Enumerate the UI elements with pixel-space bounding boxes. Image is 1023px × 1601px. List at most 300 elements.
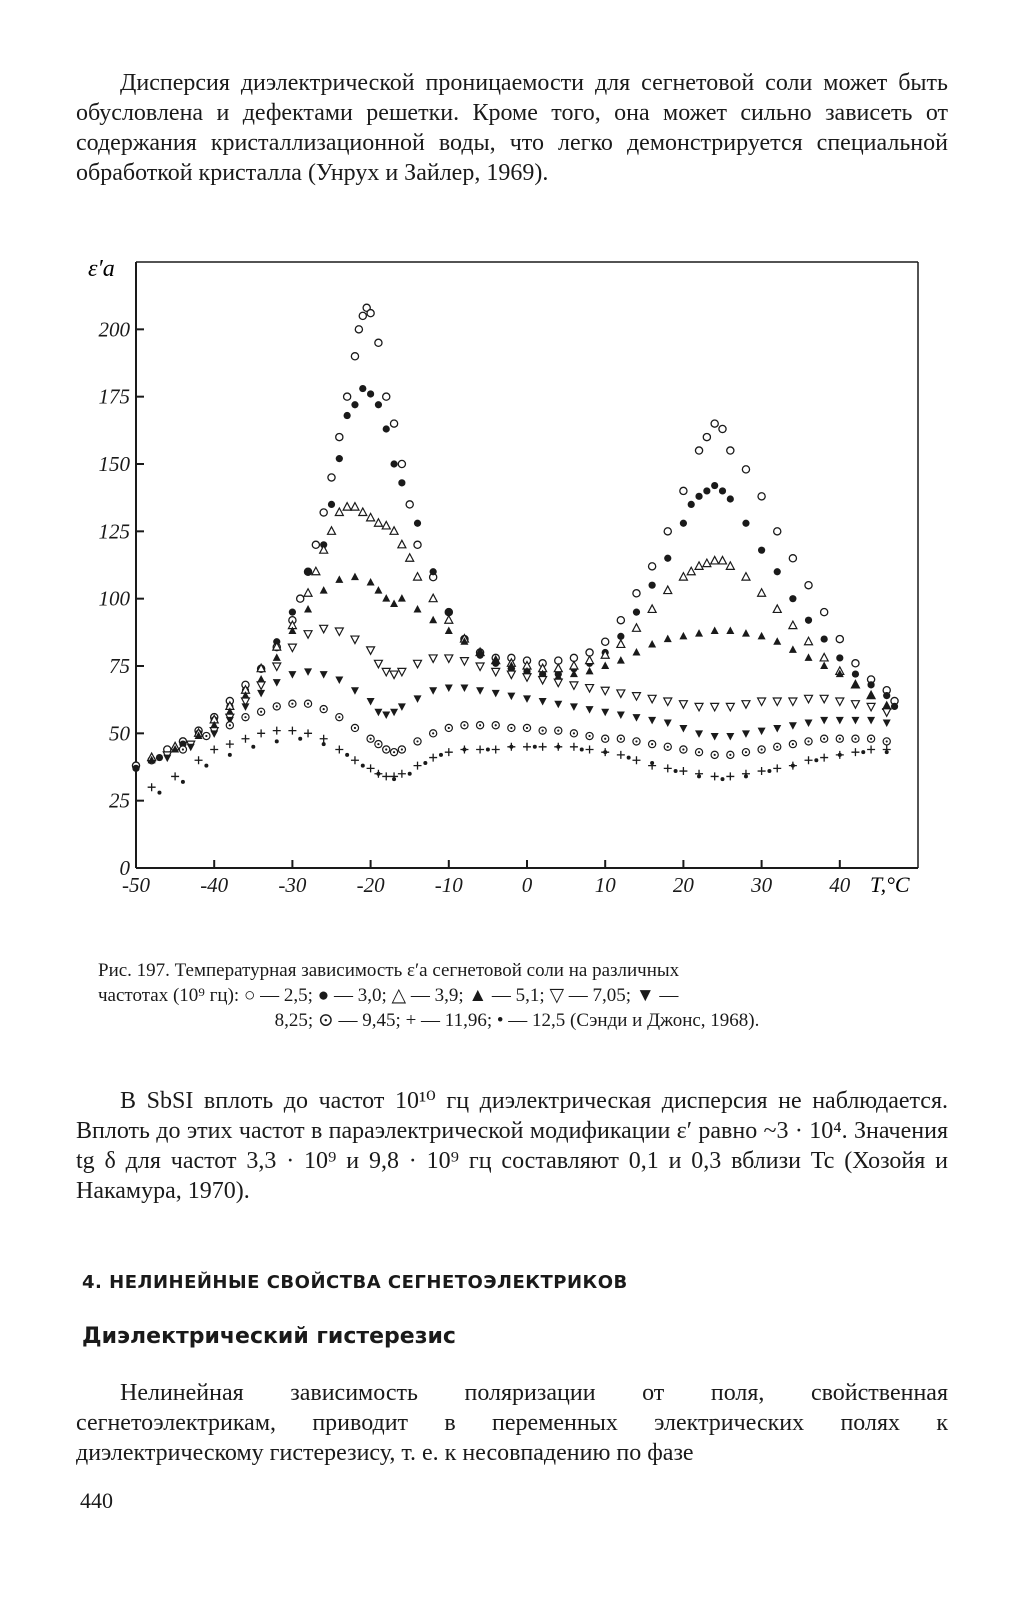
data-point xyxy=(430,568,437,575)
data-point xyxy=(726,733,734,741)
data-point xyxy=(617,640,625,648)
data-point xyxy=(228,753,232,757)
data-point xyxy=(383,393,390,400)
data-point xyxy=(852,670,859,677)
data-point xyxy=(492,690,500,698)
data-point xyxy=(382,594,390,602)
data-point xyxy=(570,743,578,751)
data-point xyxy=(335,508,343,515)
data-point xyxy=(492,745,500,753)
data-point xyxy=(414,660,422,668)
data-point xyxy=(312,541,319,548)
data-point xyxy=(257,682,265,690)
data-point-center xyxy=(557,730,559,732)
data-point xyxy=(336,433,343,440)
data-point-center xyxy=(370,738,372,740)
data-point xyxy=(320,586,328,594)
data-point xyxy=(883,720,891,728)
data-point xyxy=(679,725,687,733)
data-point xyxy=(335,745,343,753)
data-point xyxy=(633,609,640,616)
data-point xyxy=(791,764,795,768)
data-point xyxy=(390,709,398,717)
data-point-center xyxy=(291,703,293,705)
data-point xyxy=(648,695,656,703)
data-point xyxy=(695,447,702,454)
data-point xyxy=(210,745,218,753)
data-point xyxy=(414,541,421,548)
data-point xyxy=(836,698,844,706)
data-point xyxy=(439,753,443,757)
data-point xyxy=(304,568,311,575)
data-point xyxy=(695,629,703,637)
series-open-triangle-down xyxy=(163,625,890,759)
data-point xyxy=(867,745,875,753)
data-point xyxy=(554,701,562,709)
data-point xyxy=(679,632,687,640)
data-point xyxy=(523,743,531,751)
data-point xyxy=(351,401,358,408)
data-point xyxy=(275,739,279,743)
data-point-center xyxy=(714,754,716,756)
data-point xyxy=(288,644,296,652)
data-point xyxy=(679,573,687,581)
data-point xyxy=(633,590,640,597)
data-point xyxy=(679,767,687,775)
data-point xyxy=(867,717,875,725)
data-point xyxy=(711,482,718,489)
data-point xyxy=(390,671,398,679)
x-tick-label: -50 xyxy=(122,873,150,897)
data-point xyxy=(742,629,750,637)
data-point xyxy=(382,772,390,780)
data-point xyxy=(226,740,234,748)
data-point-center xyxy=(823,738,825,740)
hysteresis-paragraph: Нелинейная зависимость поляризации от поля, свойственная сегнетоэлектрикам, приводит в переменных электрических полях к диэлектрическому гистерезису, т. е. к несовпадению по фазе xyxy=(76,1380,948,1466)
data-point xyxy=(539,743,547,751)
data-point xyxy=(507,671,515,679)
data-point xyxy=(632,714,640,722)
data-point xyxy=(351,687,359,695)
data-point xyxy=(328,501,335,508)
data-point xyxy=(650,761,654,765)
data-point xyxy=(343,503,351,511)
data-point xyxy=(241,735,249,743)
data-point-center xyxy=(377,743,379,745)
data-point xyxy=(304,589,312,597)
data-point xyxy=(805,637,813,645)
data-point xyxy=(374,519,382,527)
data-point xyxy=(632,624,640,632)
data-point xyxy=(335,575,343,583)
data-point-center xyxy=(448,727,450,729)
data-point xyxy=(805,617,812,624)
data-point xyxy=(390,420,397,427)
data-point-center xyxy=(385,748,387,750)
data-point xyxy=(742,466,749,473)
data-point xyxy=(414,695,422,703)
data-point xyxy=(539,698,547,706)
x-tick-label: -10 xyxy=(434,873,463,897)
data-point xyxy=(695,562,703,570)
caption-line-1: Рис. 197. Температурная зависимость ε′a сегнетовой соли на различных xyxy=(98,960,680,981)
data-point xyxy=(711,733,719,741)
data-point xyxy=(586,667,594,675)
data-point xyxy=(617,751,625,759)
data-point-center xyxy=(526,727,528,729)
data-point xyxy=(429,655,437,663)
data-point xyxy=(774,528,781,535)
data-point xyxy=(289,609,296,616)
data-point xyxy=(703,487,710,494)
data-point xyxy=(344,412,351,419)
data-point-center xyxy=(745,751,747,753)
data-point xyxy=(374,660,382,668)
caption-line-3: 8,25; ⊙ — 9,45; + — 11,96; • — 12,5 (Сэнди и Джонс, 1968). xyxy=(274,1010,760,1031)
data-point xyxy=(533,745,537,749)
data-point-center xyxy=(307,703,309,705)
data-point xyxy=(570,662,578,670)
data-point xyxy=(632,756,640,764)
data-point xyxy=(355,326,362,333)
y-tick-label: 25 xyxy=(109,788,130,813)
data-point xyxy=(744,774,748,778)
y-tick-label: 150 xyxy=(98,452,130,476)
data-point xyxy=(580,747,584,751)
data-point xyxy=(664,635,672,643)
data-point xyxy=(688,501,695,508)
data-point xyxy=(711,556,719,564)
data-point xyxy=(774,568,781,575)
figure-caption xyxy=(98,958,936,1033)
data-point xyxy=(617,690,625,698)
x-tick-label: 10 xyxy=(594,873,616,897)
data-point-center xyxy=(886,740,888,742)
data-point xyxy=(838,753,842,757)
data-point xyxy=(758,698,766,706)
data-point-center xyxy=(229,724,231,726)
data-point xyxy=(711,703,719,711)
data-point xyxy=(664,555,671,562)
data-point xyxy=(539,676,547,684)
data-point xyxy=(374,586,382,594)
data-point xyxy=(742,730,750,738)
data-point xyxy=(695,730,703,738)
data-point-center xyxy=(463,724,465,726)
data-point xyxy=(351,573,359,581)
y-tick-label: 100 xyxy=(98,586,130,611)
data-point xyxy=(406,554,414,562)
data-point xyxy=(649,563,656,570)
data-point xyxy=(885,750,889,754)
data-point xyxy=(617,617,624,624)
data-point xyxy=(758,728,766,736)
data-point xyxy=(273,653,281,661)
data-point xyxy=(376,772,380,776)
data-point xyxy=(711,420,718,427)
data-point xyxy=(727,447,734,454)
data-point xyxy=(367,698,375,706)
caption-line-2: частотах (10⁹ гц): ○ — 2,5; ● — 3,0; △ — 3,9; ▲ — 5,1; ▽ — 7,05; ▼ — xyxy=(98,985,679,1006)
data-point xyxy=(414,605,422,613)
data-point xyxy=(570,682,578,690)
data-point-center xyxy=(620,738,622,740)
x-tick-label: 40 xyxy=(829,873,851,897)
data-point xyxy=(304,605,312,613)
sbsi-paragraph: В SbSI вплоть до частот 10¹⁰ гц диэлектрическая дисперсия не наблюдается. Вплоть до этих частот в параэлектрической модификации ε′ равно ~3 · 10⁴. Значения tg δ для частот 3,3 · 10⁹ и 9,8 · 10⁹ гц составляют 0,1 и 0,3 вблизи Tc (Хозойя и Накамура, 1970). xyxy=(76,1088,948,1204)
y-tick-label: 200 xyxy=(98,317,130,342)
data-point xyxy=(476,663,484,671)
data-point-center xyxy=(479,724,481,726)
data-point xyxy=(632,648,640,656)
data-point xyxy=(445,626,453,634)
data-point-center xyxy=(682,748,684,750)
data-point xyxy=(132,765,139,772)
data-point xyxy=(836,717,844,725)
data-point xyxy=(429,754,437,762)
data-point xyxy=(351,636,359,644)
data-point xyxy=(445,655,453,663)
data-point xyxy=(773,637,781,645)
data-point-center xyxy=(244,716,246,718)
data-point xyxy=(602,638,609,645)
x-tick-label: 30 xyxy=(751,873,773,897)
data-point-center xyxy=(604,738,606,740)
chart-marks xyxy=(132,304,898,794)
data-point xyxy=(773,605,781,613)
data-point xyxy=(805,756,813,764)
data-point-center xyxy=(338,716,340,718)
data-point xyxy=(398,479,405,486)
data-point xyxy=(390,460,397,467)
data-point-center xyxy=(495,724,497,726)
data-point xyxy=(742,573,750,581)
data-point xyxy=(374,709,382,717)
data-point-center xyxy=(205,735,207,737)
permittivity-temperature-chart xyxy=(0,240,1023,940)
data-point xyxy=(398,460,405,467)
data-point-center xyxy=(276,705,278,707)
data-point xyxy=(820,695,828,703)
data-point xyxy=(789,621,797,629)
data-point-center xyxy=(588,735,590,737)
data-point xyxy=(460,685,468,693)
data-point xyxy=(617,711,625,719)
data-point xyxy=(851,701,859,709)
data-point xyxy=(523,695,531,703)
data-point xyxy=(851,748,859,756)
data-point xyxy=(664,764,672,772)
data-point xyxy=(423,761,427,765)
data-point xyxy=(414,520,421,527)
data-point xyxy=(345,753,349,757)
data-point xyxy=(367,390,374,397)
data-point xyxy=(320,735,328,743)
data-point xyxy=(509,745,513,749)
data-point xyxy=(312,567,320,575)
data-point xyxy=(664,528,671,535)
data-point xyxy=(375,401,382,408)
data-point-center xyxy=(510,727,512,729)
y-tick-label: 75 xyxy=(109,654,130,678)
data-point xyxy=(742,520,749,527)
data-point xyxy=(359,385,366,392)
data-point xyxy=(414,762,422,770)
data-point xyxy=(586,745,594,753)
series-plus xyxy=(148,727,891,792)
data-point xyxy=(821,635,828,642)
data-point xyxy=(758,493,765,500)
data-point xyxy=(298,737,302,741)
data-point xyxy=(726,772,734,780)
data-point xyxy=(398,770,406,778)
data-point xyxy=(820,754,828,762)
data-point xyxy=(429,594,437,602)
data-point xyxy=(703,559,711,567)
data-point xyxy=(789,555,796,562)
data-point xyxy=(390,527,398,535)
data-point xyxy=(758,632,766,640)
data-point xyxy=(617,656,625,664)
data-point xyxy=(148,783,156,791)
data-point-center xyxy=(432,732,434,734)
data-point xyxy=(187,744,195,752)
data-point-center xyxy=(854,738,856,740)
data-point xyxy=(570,703,578,711)
x-axis-label: T,°C xyxy=(870,872,910,897)
data-point xyxy=(210,730,218,738)
data-point xyxy=(398,703,406,711)
data-point xyxy=(767,769,771,773)
data-point xyxy=(492,668,500,676)
data-point xyxy=(586,685,594,693)
data-point xyxy=(304,631,312,639)
data-point xyxy=(758,767,766,775)
data-point xyxy=(711,626,719,634)
data-point xyxy=(891,703,898,710)
data-point xyxy=(241,703,249,711)
data-point xyxy=(586,656,594,664)
data-point xyxy=(883,692,890,699)
data-point xyxy=(163,755,171,763)
data-point xyxy=(883,709,891,717)
data-point xyxy=(727,495,734,502)
x-tick-label: -40 xyxy=(200,873,229,897)
data-point xyxy=(789,595,796,602)
data-point xyxy=(392,777,396,781)
data-point xyxy=(814,758,818,762)
data-point-center xyxy=(393,751,395,753)
series-dot-circle xyxy=(179,700,890,758)
data-point xyxy=(805,582,812,589)
data-point xyxy=(398,594,406,602)
data-point xyxy=(556,745,560,749)
data-point xyxy=(320,509,327,516)
data-point xyxy=(821,609,828,616)
data-point-center xyxy=(573,732,575,734)
data-point xyxy=(648,640,656,648)
data-point xyxy=(789,698,797,706)
data-point xyxy=(406,501,413,508)
data-point xyxy=(367,578,375,586)
data-point xyxy=(367,513,375,521)
data-point xyxy=(719,425,726,432)
y-tick-label: 125 xyxy=(98,519,130,544)
data-point xyxy=(390,600,398,608)
data-point xyxy=(805,653,813,661)
data-point xyxy=(328,474,335,481)
data-point xyxy=(789,722,797,730)
data-point xyxy=(320,671,328,679)
data-point xyxy=(171,772,179,780)
data-point-center xyxy=(807,740,809,742)
data-point xyxy=(601,662,609,670)
data-point xyxy=(773,764,781,772)
data-point xyxy=(359,312,366,319)
data-point xyxy=(382,711,390,719)
data-point xyxy=(758,589,766,597)
data-point-center xyxy=(839,738,841,740)
data-point xyxy=(836,654,843,661)
data-point xyxy=(273,679,281,687)
data-point xyxy=(195,756,203,764)
data-point xyxy=(861,750,865,754)
data-point xyxy=(789,645,797,653)
page-number: 440 xyxy=(80,1488,113,1513)
data-point xyxy=(351,756,359,764)
data-point-center xyxy=(792,743,794,745)
data-point-center xyxy=(698,751,700,753)
data-point xyxy=(322,742,326,746)
data-point xyxy=(462,747,466,751)
data-point xyxy=(304,668,312,676)
data-point xyxy=(851,717,859,725)
data-point xyxy=(601,687,609,695)
subsection-heading: Диэлектрический гистерезис xyxy=(82,1324,456,1349)
data-point xyxy=(304,729,312,737)
data-point xyxy=(156,754,163,761)
data-point xyxy=(674,769,678,773)
data-point xyxy=(414,573,422,581)
data-point xyxy=(603,750,607,754)
data-point xyxy=(429,687,437,695)
data-point xyxy=(679,701,687,709)
y-tick-label: 50 xyxy=(109,721,130,746)
data-point xyxy=(445,616,453,624)
section-heading: 4. НЕЛИНЕЙНЫЕ СВОЙСТВА СЕГНЕТОЭЛЕКТРИКОВ xyxy=(82,1272,628,1293)
data-point xyxy=(204,764,208,768)
x-tick-label: 20 xyxy=(672,873,694,897)
data-point xyxy=(820,717,828,725)
data-point xyxy=(523,674,531,682)
data-point xyxy=(726,562,734,570)
data-point xyxy=(351,353,358,360)
data-point-center xyxy=(260,711,262,713)
data-point-center xyxy=(776,746,778,748)
data-point xyxy=(507,693,515,701)
data-point xyxy=(445,748,453,756)
data-point xyxy=(297,595,304,602)
data-point xyxy=(726,703,734,711)
y-axis-label: ε′a xyxy=(88,256,115,282)
x-tick-label: -30 xyxy=(278,873,307,897)
data-point xyxy=(719,487,726,494)
data-point xyxy=(408,772,412,776)
data-point xyxy=(554,664,562,672)
data-point xyxy=(398,668,406,676)
data-point xyxy=(664,720,672,728)
data-point xyxy=(680,487,687,494)
